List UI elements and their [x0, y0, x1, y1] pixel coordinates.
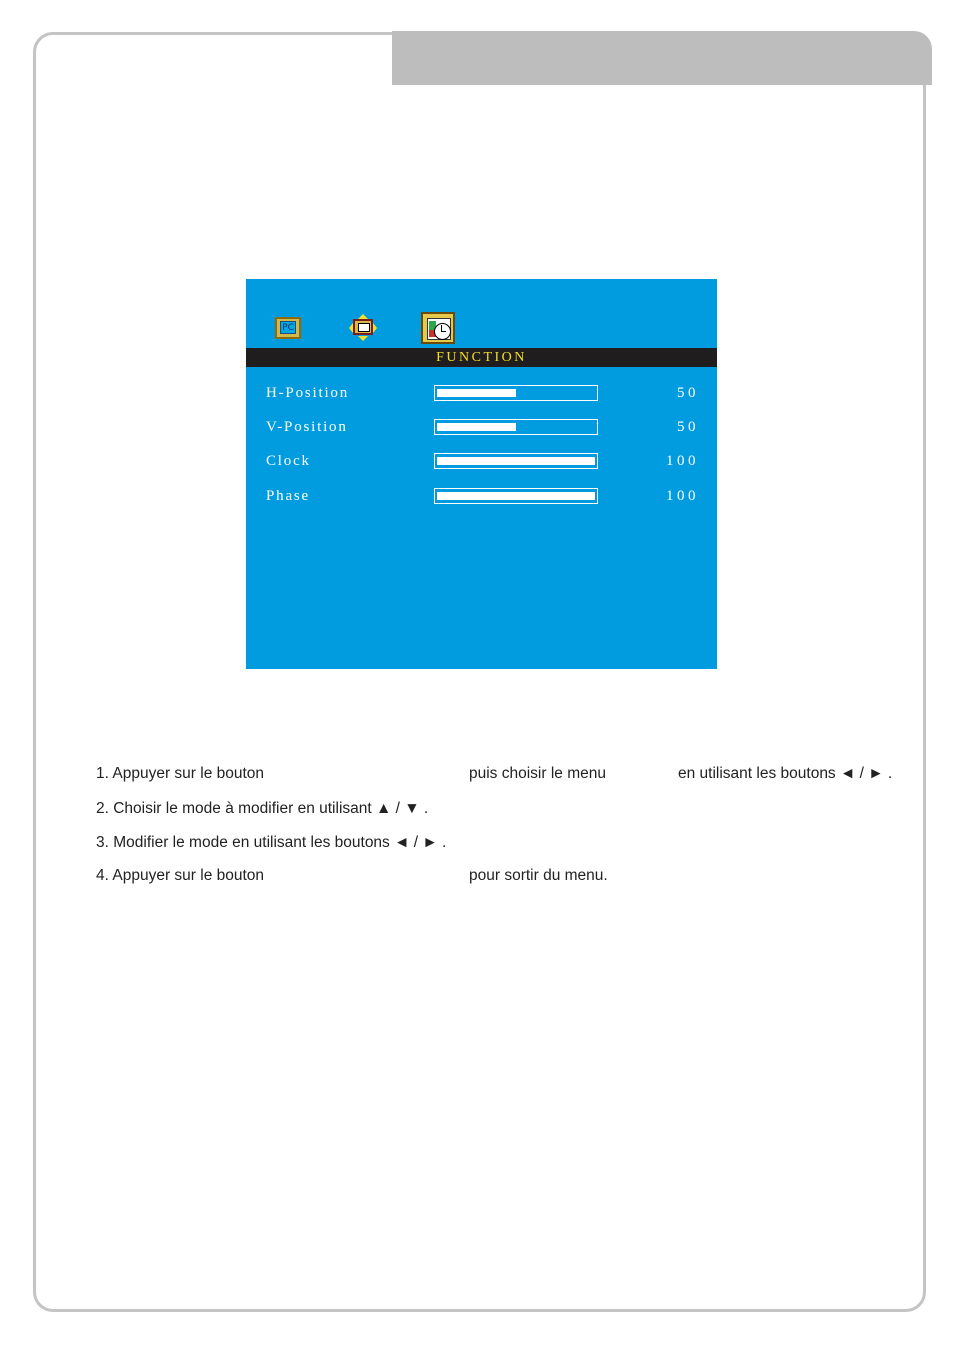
step-4-text-b: pour sortir du menu. — [469, 867, 608, 884]
osd-title: FUNCTION — [246, 348, 717, 367]
function-icon[interactable] — [421, 312, 455, 344]
osd-row-v-position[interactable] — [246, 417, 717, 437]
osd-menu — [246, 279, 717, 669]
level-bar[interactable] — [434, 488, 598, 504]
row-value: 100 — [666, 453, 699, 469]
row-value: 50 — [677, 385, 699, 401]
step-1-text-c: en utilisant les boutons ◄ / ► . — [678, 765, 893, 782]
osd-row-phase[interactable] — [246, 486, 717, 506]
row-label: V-Position — [266, 419, 348, 435]
level-bar[interactable] — [434, 385, 598, 401]
step-4-text-a: 4. Appuyer sur le bouton — [96, 867, 265, 884]
image-adjust-icon[interactable] — [349, 314, 375, 342]
osd-row-h-position[interactable] — [246, 383, 717, 403]
row-label: Clock — [266, 453, 311, 469]
instruction-step-2: 2. Choisir le mode à modifier en utilisant ▲ / ▼ . — [96, 800, 429, 817]
pc-icon-label: PC — [280, 321, 296, 334]
page-frame — [33, 32, 926, 1312]
header-tab — [392, 31, 932, 85]
step-1-text-b: puis choisir le menu — [469, 765, 606, 782]
instruction-step-3: 3. Modifier le mode en utilisant les boutons ◄ / ► . — [96, 834, 447, 851]
row-value: 50 — [677, 419, 699, 435]
level-bar[interactable] — [434, 419, 598, 435]
row-value: 100 — [666, 488, 699, 504]
step-1-text-a: 1. Appuyer sur le bouton — [96, 765, 265, 782]
pc-icon[interactable] — [275, 317, 301, 339]
osd-row-clock[interactable] — [246, 451, 717, 471]
row-label: Phase — [266, 488, 310, 504]
row-label: H-Position — [266, 385, 350, 401]
level-bar[interactable] — [434, 453, 598, 469]
